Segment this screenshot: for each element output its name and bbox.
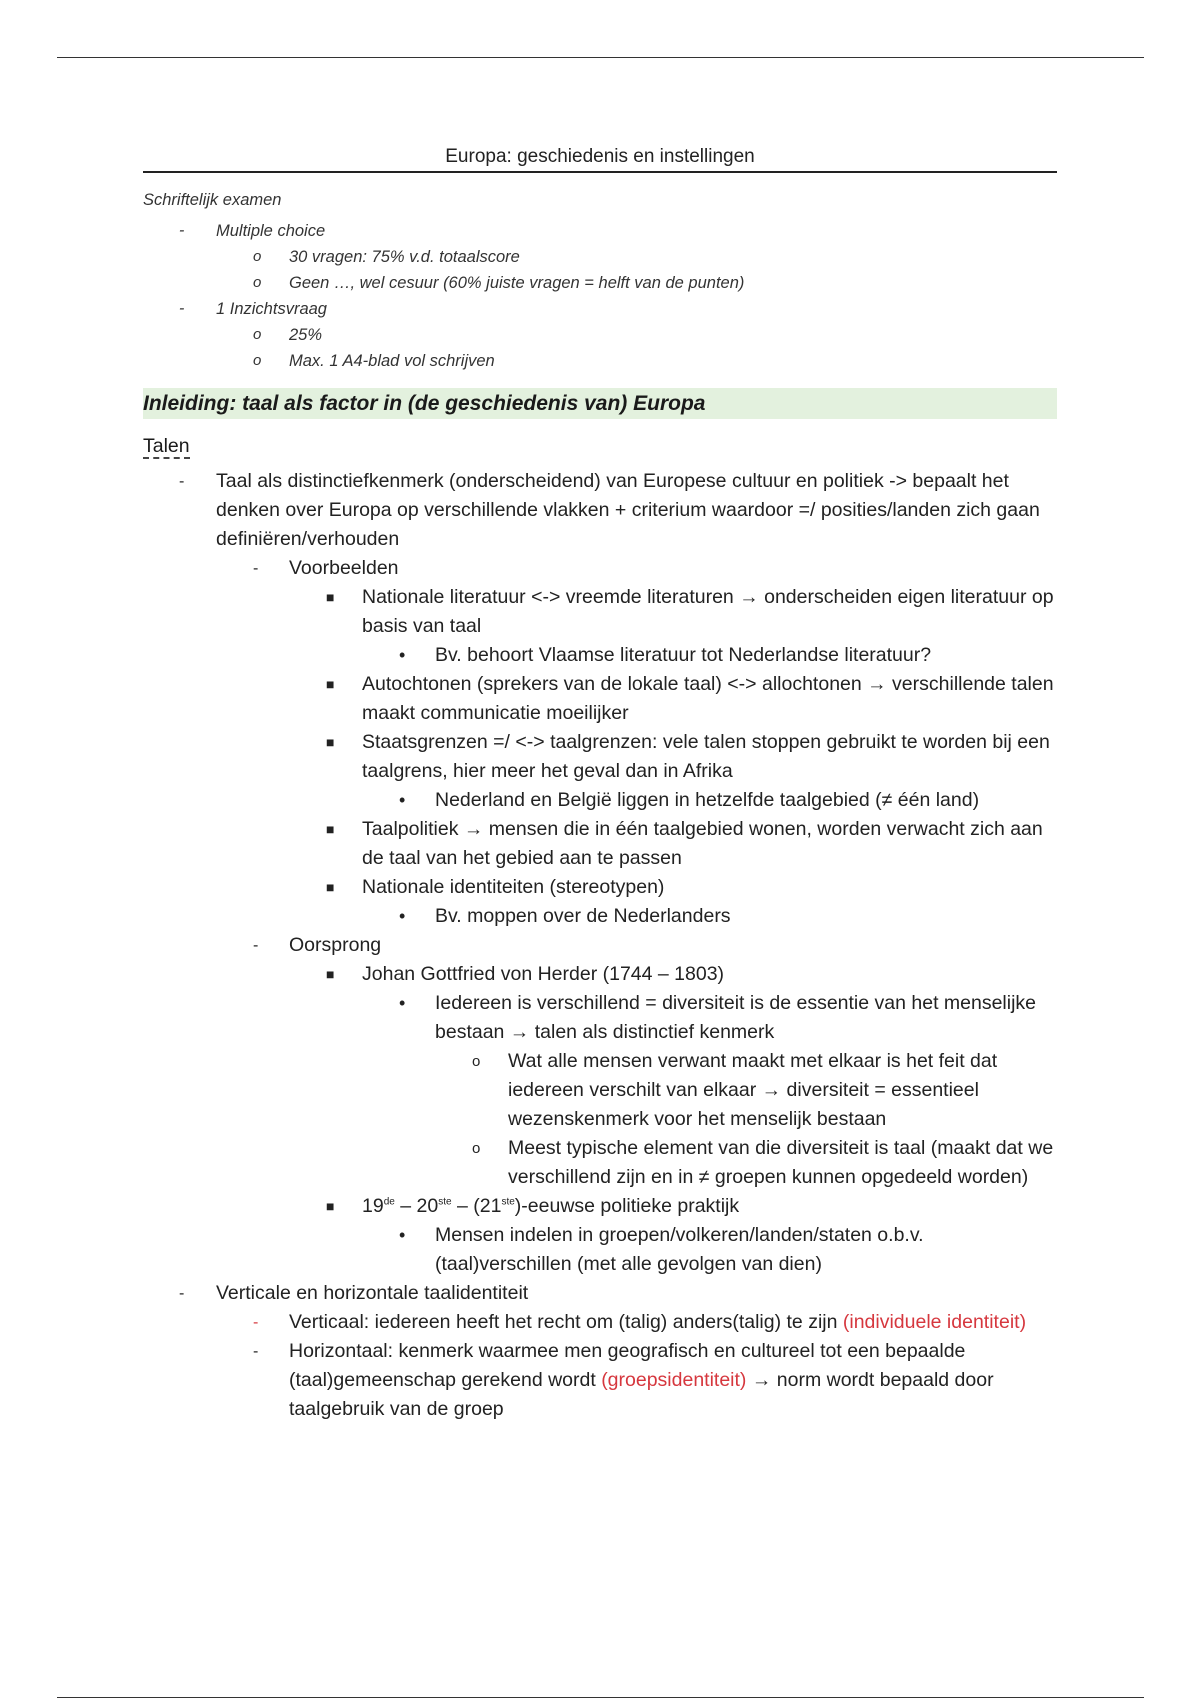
origin-label: Oorsprong: [289, 934, 382, 956]
list-item: [143, 348, 1057, 374]
mc-label: Multiple choice: [216, 222, 326, 240]
square-bullet: ■: [326, 1198, 335, 1214]
square-bullet: ■: [326, 966, 335, 982]
circle-bullet: o: [472, 1053, 481, 1070]
list-item: [143, 728, 1057, 786]
example-text: Nationale identiteiten (stereotypen): [362, 876, 665, 898]
mc-item: 30 vragen: 75% v.d. totaalscore: [289, 248, 520, 266]
list-item: [143, 1308, 1057, 1337]
square-bullet: ■: [326, 676, 335, 692]
list-item: [143, 786, 1057, 815]
example-text: Staatsgrenzen =/ <-> taalgrenzen: vele talen stoppen gebruikt te worden bij een taalgrens, hier meer het geval dan in Afrika: [362, 731, 1050, 782]
exam-label: Schriftelijk examen: [143, 191, 282, 209]
herder-point: Iedereen is verschillend = diversiteit is de essentie van het menselijke bestaan → talen als distinctief kenmerk: [435, 992, 1037, 1043]
list-item: [143, 218, 1057, 244]
century-text: [362, 1195, 739, 1217]
page-top-rule: [57, 57, 1144, 58]
list-item: [143, 815, 1057, 873]
sub-heading-text: Talen: [143, 435, 190, 457]
insight-item: 25%: [289, 326, 323, 344]
section-heading: Inleiding: taal als factor in (de geschiedenis van) Europa: [143, 388, 1057, 419]
vertical-highlight: (individuele identiteit): [842, 1311, 1027, 1333]
list-item: [143, 670, 1057, 728]
horizontal-highlight: (groepsidentiteit): [601, 1369, 747, 1391]
square-bullet: ■: [326, 589, 335, 605]
herder-sub: Meest typische element van die diversiteit is taal (maakt dat we verschillend zijn en in ≠ groepen kunnen opgedeeld worden): [508, 1137, 1054, 1188]
document-body: [143, 191, 1057, 1424]
dash-bullet: -: [253, 1343, 259, 1360]
list-item: [143, 322, 1057, 348]
example-sub: Bv. behoort Vlaamse literatuur tot Nederlandse literatuur?: [435, 644, 932, 666]
page-bottom-rule: [57, 1697, 1144, 1698]
identity-label: Verticale en horizontale taalidentiteit: [216, 1282, 529, 1304]
insight-label: 1 Inzichtsvraag: [216, 300, 327, 318]
dot-bullet: •: [399, 993, 406, 1013]
list-item: [143, 1221, 1057, 1279]
circle-bullet: o: [253, 274, 262, 291]
list-item: [143, 1134, 1057, 1192]
square-bullet: ■: [326, 734, 335, 750]
century-separator: – (: [451, 1195, 480, 1217]
square-bullet: ■: [326, 879, 335, 895]
list-item: [143, 1047, 1057, 1134]
century-suffix: de: [383, 1196, 395, 1208]
list-item: [143, 1337, 1057, 1424]
herder-sub: Wat alle mensen verwant maakt met elkaar is het feit dat iedereen verschilt van elkaar → diversiteit = essentieel wezenskenmerk voor het menselijk bestaan: [508, 1050, 998, 1130]
century-number: 19: [362, 1195, 384, 1217]
dash-bullet: -: [179, 1285, 185, 1302]
list-item: [143, 873, 1057, 902]
century-suffix: ste: [501, 1196, 515, 1208]
document-title: Europa: geschiedenis en instellingen: [445, 146, 755, 167]
list-item: [143, 583, 1057, 641]
list-item: [143, 244, 1057, 270]
title-underline: [143, 171, 1057, 173]
dash-bullet: -: [253, 937, 259, 954]
century-number: 20: [416, 1195, 439, 1217]
century-number: 21: [479, 1195, 502, 1217]
dash-bullet: -: [179, 222, 185, 239]
vertical-text: Verticaal: iedereen heeft het recht om (talig) anders(talig) te zijn: [289, 1311, 843, 1333]
century-separator: –: [394, 1195, 417, 1217]
dash-bullet: -: [253, 560, 259, 577]
list-item: [143, 296, 1057, 322]
century-point: Mensen indelen in groepen/volkeren/landen/staten o.b.v. (taal)verschillen (met alle gevolgen van dien): [435, 1224, 924, 1275]
examples-label: Voorbeelden: [289, 557, 399, 579]
circle-bullet: o: [253, 352, 262, 369]
circle-bullet: o: [472, 1140, 481, 1157]
dash-bullet: -: [179, 473, 185, 490]
list-item: [143, 1192, 1057, 1221]
dash-bullet: -: [253, 1314, 259, 1331]
horizontal-text: Horizontaal: kenmerk waarmee men geografisch en cultureel tot een bepaalde (taal)gemeenschap gerekend wordt: [289, 1340, 966, 1391]
example-text: Nationale literatuur <-> vreemde literaturen → onderscheiden eigen literatuur op basis van taal: [362, 586, 1054, 637]
list-item: [143, 931, 1057, 960]
list-item: [143, 270, 1057, 296]
dot-bullet: •: [399, 906, 406, 926]
intro-text: Taal als distinctiefkenmerk (onderscheidend) van Europese cultuur en politiek -> bepaalt het denken over Europa op verschillende vlakken + criterium waardoor =/ posities/landen zich gaan definiëren/verhouden: [216, 470, 1040, 550]
horizontal-rest: → norm wordt bepaald door taalgebruik van de groep: [289, 1369, 994, 1420]
sub-heading: [143, 433, 1057, 459]
dot-bullet: •: [399, 645, 406, 665]
mc-item: Geen …, wel cesuur (60% juiste vragen = helft van de punten): [289, 274, 745, 292]
dot-bullet: •: [399, 1225, 406, 1245]
insight-item: Max. 1 A4-blad vol schrijven: [289, 352, 495, 370]
circle-bullet: o: [253, 248, 262, 265]
circle-bullet: o: [253, 326, 262, 343]
example-sub: Bv. moppen over de Nederlanders: [435, 905, 731, 927]
square-bullet: ■: [326, 821, 335, 837]
list-item: [143, 641, 1057, 670]
list-item: [143, 960, 1057, 989]
century-rest: )-eeuwse politieke praktijk: [514, 1195, 740, 1217]
example-text: Taalpolitiek → mensen die in één taalgebied wonen, worden verwacht zich aan de taal van het gebied aan te passen: [362, 818, 1043, 869]
herder-text: Johan Gottfried von Herder (1744 – 1803): [362, 963, 725, 985]
example-sub: Nederland en België liggen in hetzelfde taalgebied (≠ één land): [435, 789, 980, 811]
list-item: [143, 554, 1057, 583]
century-suffix: ste: [438, 1196, 452, 1208]
list-item: [143, 1279, 1057, 1308]
dash-bullet: -: [179, 300, 185, 317]
list-item: [143, 989, 1057, 1047]
dot-bullet: •: [399, 790, 406, 810]
list-item: [143, 467, 1057, 554]
list-item: [143, 902, 1057, 931]
example-text: Autochtonen (sprekers van de lokale taal) <-> allochtonen → verschillende talen maakt communicatie moeilijker: [362, 673, 1054, 724]
